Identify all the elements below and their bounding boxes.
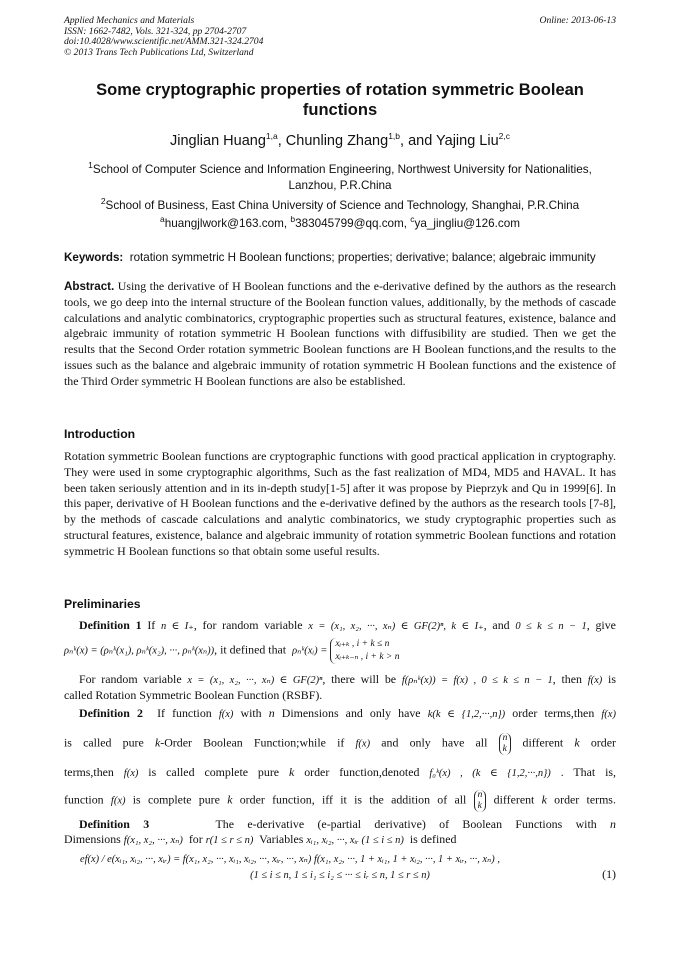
journal-name: Applied Mechanics and Materials xyxy=(64,15,195,26)
binomial-coefficient xyxy=(474,790,487,812)
keywords-label: Keywords: xyxy=(64,251,124,264)
email-a-mark: a xyxy=(160,214,165,224)
definition-2-text: order function, iff it is the addition of all xyxy=(239,792,467,807)
definition-2-text: terms,then xyxy=(64,765,114,779)
equation-1-line-2: (1 ≤ i ≤ n, 1 ≤ i₁ ≤ i₂ ≤ ··· ≤ iᵣ ≤ n, 1 ≤ r ≤ n) xyxy=(250,870,430,881)
title-line-2: functions xyxy=(302,101,378,119)
variable-k: k xyxy=(154,735,161,750)
definition-2-line-3 xyxy=(64,765,616,782)
definition-2-text: is called pure xyxy=(64,735,144,750)
binomial-bottom: k xyxy=(477,801,482,811)
definition-1-text: , give xyxy=(586,618,616,632)
formula-r-range: r(1 ≤ r ≤ n) xyxy=(205,835,254,846)
email-c-mark: c xyxy=(410,214,415,224)
author-1: Jinglian Huang xyxy=(169,132,266,149)
definition-2-text: is complete pure xyxy=(132,792,220,807)
copyright-line: © 2013 Trans Tech Publications Ltd, Switzerland xyxy=(64,46,254,58)
definition-2-text: and only have all xyxy=(381,735,488,750)
definition-2-line-1 xyxy=(64,706,616,723)
definition-3-label: Definition 3 xyxy=(79,817,150,831)
variable-k: k xyxy=(227,792,233,807)
definition-1-text: , for random variable xyxy=(193,618,303,632)
definition-2-text: Dimensions and only have xyxy=(281,706,421,720)
variable-k: k xyxy=(574,735,580,750)
formula-variables-xi: xᵢ₁, xᵢ₂, ···, xᵢᵣ (1 ≤ i ≤ n) xyxy=(306,835,404,846)
definition-3-text: Variables xyxy=(259,832,304,846)
variable-k: k xyxy=(541,792,547,807)
definition-2-text: order terms,then xyxy=(512,706,595,720)
variable-n: n xyxy=(268,706,275,720)
definition-2-text: different xyxy=(493,792,535,807)
formula-f-x: f(x) xyxy=(110,795,126,807)
preliminaries-heading: Preliminaries xyxy=(64,597,141,611)
affiliation-1-line-1: School of Computer Science and Information Engineering, Northwest University for Nationalities, xyxy=(92,162,592,176)
author-1-affil: 1,a xyxy=(265,131,278,141)
formula-rho-xi: ρₙᵏ(xᵢ) = xyxy=(292,645,328,657)
definition-1-text: , and xyxy=(483,618,510,632)
definition-2-text: . That is, xyxy=(560,765,616,779)
author-list xyxy=(64,131,616,149)
keywords-text: rotation symmetric H Boolean functions; properties; derivative; balance; algebraic immunity xyxy=(129,251,596,264)
variable-k: k xyxy=(289,765,295,779)
rsbf-text: , then xyxy=(552,672,582,686)
author-separator: , and Yajing Liu xyxy=(400,132,499,149)
rsbf-text: For random variable xyxy=(79,672,182,686)
formula-k-set: k(k ∈ {1,2,···,n}) xyxy=(427,709,506,720)
definition-2-text: order xyxy=(590,735,616,750)
affiliation-1-line-2: Lanzhou, P.R.China xyxy=(288,178,392,192)
email-b-mark: b xyxy=(290,214,296,224)
definition-1-label: Definition 1 xyxy=(79,618,142,632)
definition-2-text: order terms. xyxy=(554,792,616,807)
doi-line: doi:10.4028/www.scientific.net/AMM.321-324.2704 xyxy=(64,36,264,48)
author-3-affil: 2,c xyxy=(498,131,510,141)
online-date: Online: 2013-06-13 xyxy=(539,15,616,26)
definition-3-text: is defined xyxy=(409,832,457,846)
issn-line: ISSN: 1662-7482, Vols. 321-324, pp 2704-2707 xyxy=(64,25,247,37)
formula-f-x: f(x) xyxy=(355,738,371,750)
formula-f-x: f(x) xyxy=(123,768,139,779)
rsbf-line-2: called Rotation Symmetric Boolean Function (RSBF). xyxy=(64,688,323,702)
abstract-text: Using the derivative of H Boolean functions and the e-derivative defined by the authors as the research tools, we go deep into the internal structure of the Boolean function values, additionally, by the methods of cascade calculations and analytic combinatorics, cryptographic properties such as structural features, existence, balance and algebraic immunity of rotation symmetric H Boolean functions with diffusibility are studied. Then we get the results that the Second Order rotation symmetric Boolean functions are H Boolean functions,and the results to the issues such as the balance and algebraic immunity of rotation symmetric H Boolean functions and the existence of the Third Order symmetric H Boolean functions are also be established. xyxy=(64,279,616,388)
definition-2-line-2 xyxy=(64,733,616,755)
piecewise-brace xyxy=(330,638,399,664)
definition-3-text: The e-derivative (e-partial derivative) of Boolean Functions with xyxy=(215,817,597,831)
affiliation-2-text: School of Business, East China University of Science and Technology, Shanghai, P.R.China xyxy=(105,198,580,212)
formula-x-vector: x = (x₁, x₂, ···, xₙ) ∈ GF(2)ⁿ, k ∈ I₊ xyxy=(308,621,484,632)
email-c: ya_jingliu@126.com xyxy=(414,216,520,230)
title-line-1: Some cryptographic properties of rotation symmetric Boolean xyxy=(96,81,584,99)
formula-rho-x: ρₙᵏ(x) = (ρₙᵏ(x₁), ρₙᵏ(x₂), ···, ρₙᵏ(xₙ)) xyxy=(64,645,215,657)
piecewise-case-1: xᵢ₊ₖ , i + k ≤ n xyxy=(335,639,390,649)
formula-f-x: f(x) xyxy=(601,709,616,720)
affiliation-2-mark: 2 xyxy=(100,196,106,206)
definition-2-text: -Order Boolean Function;while if xyxy=(160,735,345,750)
definition-3-text: for xyxy=(188,832,203,846)
email-a: huangjlwork@163.com, xyxy=(164,216,291,230)
paper-title xyxy=(64,80,616,120)
affiliation-2 xyxy=(64,193,616,214)
rsbf-line-1 xyxy=(64,672,616,689)
definition-2-text: order function,denoted xyxy=(304,765,420,779)
formula-x-vector: x = (x₁, x₂, ···, xₙ) ∈ GF(2)ⁿ xyxy=(187,675,323,686)
variable-n: n xyxy=(610,817,616,831)
definition-1-line-2 xyxy=(64,638,616,664)
affiliation-1 xyxy=(64,157,616,194)
definition-3-line-1 xyxy=(64,817,616,833)
binomial-top: n xyxy=(502,733,508,743)
piecewise-case-2: xᵢ₊ₖ₋ₙ , i + k > n xyxy=(335,652,400,662)
author-separator: , Chunling Zhang xyxy=(277,132,389,149)
affiliation-1-mark: 1 xyxy=(88,160,93,170)
formula-f-x: f(x) xyxy=(218,709,234,720)
formula-f0k: f₀ᵏ(x) , (k ∈ {1,2,···,n}) xyxy=(429,768,551,779)
definition-3-line-2 xyxy=(64,832,616,849)
abstract-label: Abstract. xyxy=(64,280,115,293)
definition-2-text: function xyxy=(64,792,104,807)
binomial-top: n xyxy=(477,790,483,800)
rsbf-text: , there will be xyxy=(322,672,397,686)
author-2-affil: 1,b xyxy=(388,131,401,141)
formula-k-range: 0 ≤ k ≤ n − 1 xyxy=(515,621,587,632)
rsbf-text: is xyxy=(608,672,616,686)
journal-header xyxy=(64,16,616,58)
definition-2-text: If function xyxy=(157,706,212,720)
definition-2-text: is called complete pure xyxy=(148,765,280,779)
author-emails xyxy=(64,214,616,230)
definition-1-text: , it defined that xyxy=(214,642,287,657)
email-b: 383045799@qq.com, xyxy=(295,216,411,230)
abstract xyxy=(64,279,616,390)
introduction-text: Rotation symmetric Boolean functions are cryptographic functions with good practical application in cryptography. They were used in some cryptographic algorithms, Such as the fast realization of MD4, MD5 and HAVAL. It has been taken seriously attention and in its in-depth study[1-5] after it was propose by Pieprzyk and Qu in 1999[6]. In this paper, derivative of H Boolean functions and the e-derivative defined by the authors as the research tools [7-8], by the methods of cascade calculations and analytic combinatorics, we study cryptographic properties such as structural features, existence, balance and algebraic immunity of rotation symmetric Boolean functions and rotation symmetric H Boolean functions so that obtain some useful results. xyxy=(64,449,616,558)
definition-2-text: different xyxy=(522,735,564,750)
formula-rotation-invariance: f(ρₙᵏ(x)) = f(x) , 0 ≤ k ≤ n − 1 xyxy=(401,675,553,686)
equation-number: (1) xyxy=(602,867,616,881)
introduction-heading: Introduction xyxy=(64,427,136,441)
equation-1-line-1: ef(x) / e(xᵢ₁, xᵢ₂, ···, xᵢᵣ) = f(x₁, x₂, ···, xᵢ₁, xᵢ₂, ···, xᵢᵣ, ···, xₙ) f(x₁, x₂, ···, 1 + xᵢ₁, 1 + xᵢ₂, ···, 1 + xᵢᵣ, ···, xₙ) , xyxy=(80,854,500,865)
definition-1-text: If xyxy=(147,618,156,632)
keywords xyxy=(64,251,616,264)
formula-f-x: f(x) xyxy=(587,675,603,686)
definition-2-label: Definition 2 xyxy=(79,706,143,720)
formula-f-x1-xn: f(x₁, x₂, ···, xₙ) xyxy=(123,835,183,846)
definition-1-line-1 xyxy=(64,618,616,635)
definition-2-line-4 xyxy=(64,790,616,812)
formula-n-in-I: n ∈ I₊ xyxy=(160,621,194,632)
definition-2-text: with xyxy=(240,706,262,720)
binomial-bottom: k xyxy=(502,744,507,754)
definition-3-text: Dimensions xyxy=(64,832,121,846)
binomial-coefficient xyxy=(499,733,512,755)
